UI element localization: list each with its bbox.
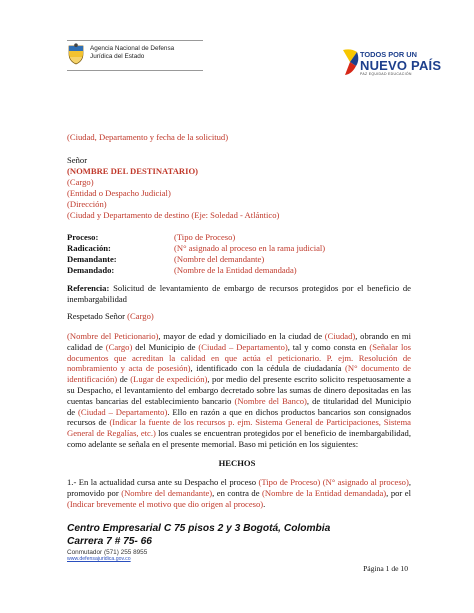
reference-paragraph (67, 283, 411, 305)
placeholder-text: (Lugar de expedición) (130, 374, 208, 385)
body-text: , por el (386, 487, 412, 498)
brand-line-3: PAZ EQUIDAD EDUCACIÓN (360, 72, 412, 76)
agency-name (90, 45, 174, 60)
reference-text: Solicitud de levantamiento de embargo de recursos protegidos por el beneficio de inembargabilidad (67, 283, 411, 304)
body-text: . Ello en razón a que en dichos productos bancarios son consignados recursos de (67, 406, 411, 428)
case-label-radicacion: Radicación: (67, 243, 111, 253)
body-text: , en contra de (212, 487, 263, 498)
body-text: los cuales se encuentran protegidos por el beneficio de inembargabilidad, como adelante se señala en el presente memorial. Baso mi petición en los siguientes: (67, 428, 411, 449)
brand-line-1: TODOS POR UN (360, 50, 417, 59)
fact-1-paragraph (67, 477, 411, 509)
body-text: , mayor de edad y domiciliado en la ciudad de (158, 331, 325, 341)
header-rule-top (67, 40, 203, 41)
todos-por-un-nuevo-pais-logo (340, 46, 445, 88)
body-text: , obrando en mi calidad de (67, 331, 411, 352)
placeholder-text: (Cargo) (105, 341, 133, 352)
case-value-demandante: (Nombre del demandante) (174, 254, 265, 264)
brand-line-2: NUEVO PAÍS (360, 58, 442, 73)
header-rule-bottom (67, 70, 203, 71)
placeholder-text: (Ciudad – Departamento) (78, 406, 168, 417)
case-label-demandado: Demandado: (67, 265, 115, 275)
placeholder-text: (Indicar brevemente el motivo que dio origen al proceso) (67, 498, 264, 509)
salutation-title: Señor (67, 155, 88, 165)
footer-address-line-1: Centro Empresarial C 75 pisos 2 y 3 Bogotá, Colombia (67, 523, 331, 534)
case-value-proceso: (Tipo de Proceso) (174, 232, 236, 242)
placeholder-text: (N° documento de identificación) (67, 363, 411, 385)
body-text: de (117, 374, 131, 385)
placeholder-text: (Nombre del Peticionario) (67, 331, 159, 341)
placeholder-text: (Señalar los documentos que acreditan la calidad en que actúa el peticionario. P. ejm. Resolución de nombramiento y acta de posesión) (67, 341, 411, 374)
footer-address-line-2: Carrera 7 # 75- 66 (67, 536, 152, 547)
greeting-text: Respetado Señor (67, 311, 128, 321)
case-value-demandado: (Nombre de la Entidad demandada) (174, 265, 297, 275)
greeting (67, 311, 154, 321)
body-text: , tal y como consta en (287, 341, 370, 352)
section-heading-hechos: HECHOS (218, 458, 256, 468)
placeholder-text: (Tipo de Proceso) (258, 477, 321, 487)
footer-website-link[interactable]: www.defensajuridica.gov.co (67, 556, 131, 562)
body-text: , identificado con la cédula de ciudadanía (190, 363, 346, 374)
reference-label: Referencia: (67, 283, 110, 293)
body-text: , de titularidad del Municipio de (67, 395, 412, 417)
page-number: Página 1 de 10 (363, 564, 408, 573)
recipient-cargo: (Cargo) (67, 177, 94, 187)
greeting-cargo: (Cargo) (127, 311, 154, 321)
placeholder-text: (Nombre del demandante) (121, 487, 213, 498)
placeholder-text: (Indicar la fuente de los recursos p. ejm. Sistema General de Participaciones, Sistema General de Regalías, etc.) (67, 417, 411, 439)
footer-phone: Conmutador (571) 255 8955 (67, 549, 148, 556)
agency-line-1: Agencia Nacional de Defensa (90, 45, 175, 52)
recipient-address: (Dirección) (67, 199, 107, 209)
case-label-demandante: Demandante: (67, 254, 117, 264)
recipient-city: (Ciudad y Departamento de destino (Eje: Soledad - Atlántico) (67, 210, 280, 220)
body-text: , por medio del presente escrito solicito respetuosamente a su Despacho, el levantamiento del embargo decretado sobre las sumas de dinero depositadas en las cuentas bancarias del establecimiento bancario (67, 374, 411, 406)
colombia-shield-icon (67, 43, 85, 65)
body-text: , promovido por (67, 477, 411, 498)
placeholder-text: (Nombre de la Entidad demandada) (262, 487, 387, 498)
body-paragraph (67, 331, 411, 450)
colombia-flag-icon (340, 48, 360, 76)
place-date: (Ciudad, Departamento y fecha de la solicitud) (67, 132, 229, 142)
case-value-radicacion: (N° asignado al proceso en la rama judicial) (174, 243, 326, 253)
body-text: del Municipio de (132, 341, 199, 352)
placeholder-text: (Ciudad) (324, 331, 356, 341)
placeholder-text: (N° asignado al proceso) (322, 477, 409, 487)
recipient-name: (NOMBRE DEL DESTINATARIO) (67, 166, 198, 176)
body-text: . (263, 498, 266, 509)
case-label-proceso: Proceso: (67, 232, 99, 242)
placeholder-text: (Nombre del Banco) (234, 395, 307, 406)
recipient-entity: (Entidad o Despacho Judicial) (67, 188, 171, 198)
placeholder-text: (Ciudad – Departamento) (198, 341, 288, 352)
body-text: 1.- En la actualidad cursa ante su Despacho el proceso (67, 477, 259, 487)
agency-line-2: Jurídica del Estado (90, 52, 145, 60)
